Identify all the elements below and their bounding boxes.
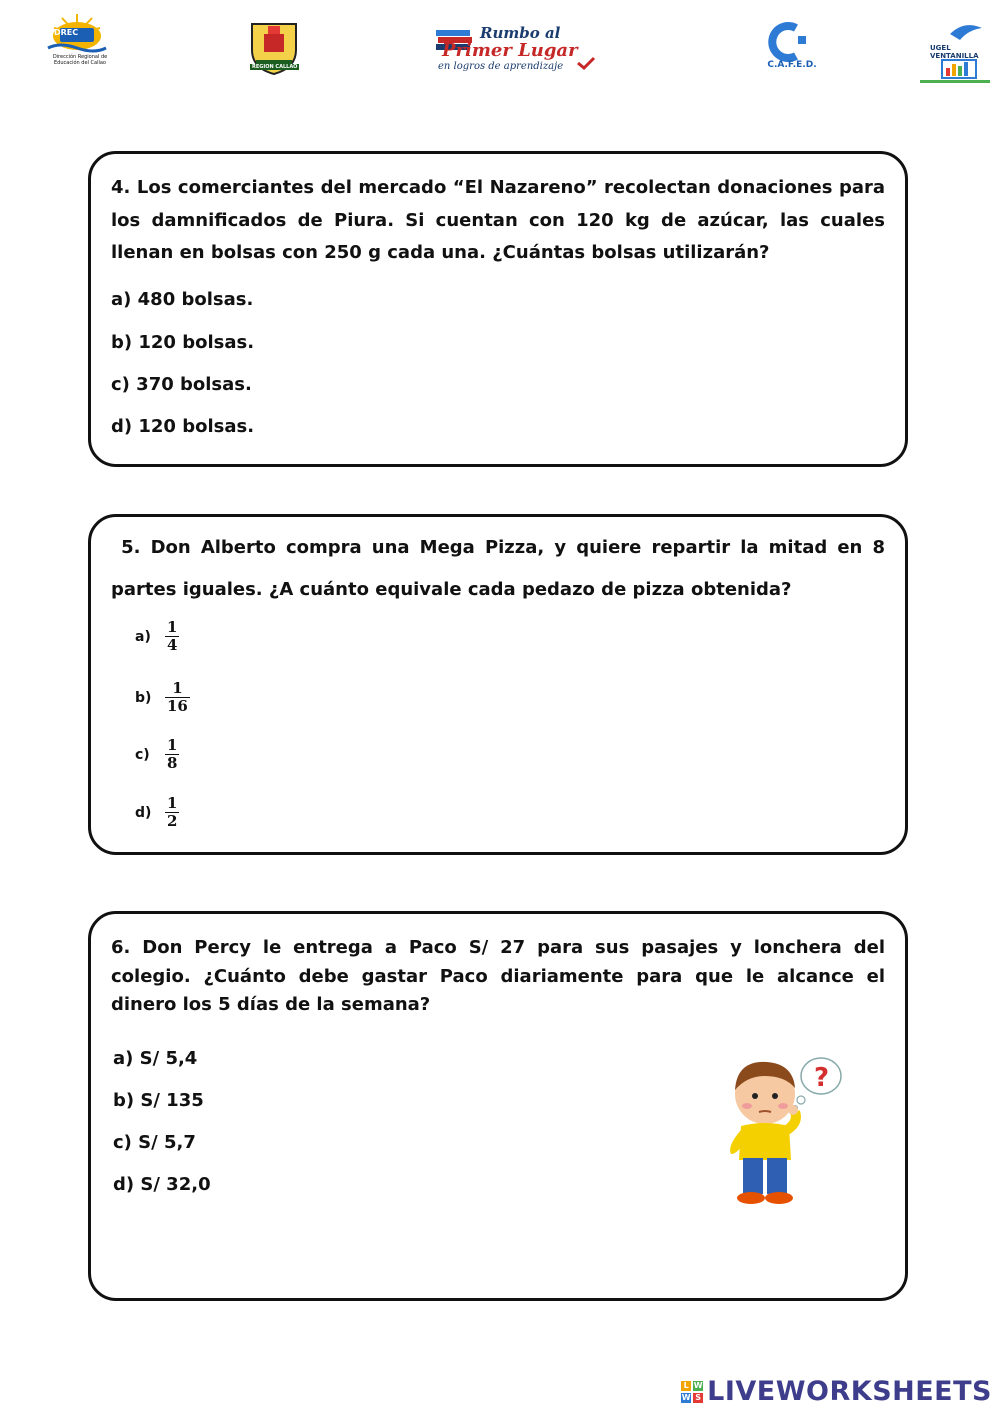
question-5-option-c[interactable]	[135, 737, 179, 772]
drec-logo-text: DREC	[54, 28, 79, 37]
check-icon	[576, 56, 596, 70]
svg-text:?: ?	[814, 1063, 830, 1093]
rumbo-line3: en logros de aprendizaje	[438, 61, 564, 72]
question-4-option-b[interactable]: b) 120 bolsas.	[111, 332, 255, 353]
question-6-option-c[interactable]: c) S/ 5,7	[113, 1132, 196, 1153]
numerator: 1	[172, 679, 183, 697]
rumbo-line2: Primer Lugar	[442, 40, 578, 61]
ugel-caption: UGEL VENTANILLA	[930, 44, 979, 60]
question-4-card	[88, 151, 908, 467]
question-4-option-d[interactable]: d) 120 bolsas.	[111, 416, 255, 437]
rumbo-logo	[434, 24, 598, 74]
drec-caption: Dirección Regional de Educación del Callao	[52, 54, 108, 66]
badge-l: L	[681, 1381, 691, 1391]
denominator: 2	[167, 812, 178, 830]
denominator: 4	[167, 636, 178, 654]
badge-w2: W	[681, 1393, 691, 1402]
question-5-card	[88, 514, 908, 855]
ugel-logo	[920, 20, 990, 84]
liveworksheets-icon	[681, 1381, 703, 1403]
fraction	[165, 795, 179, 830]
question-5-text-line1: 5. Don Alberto compra una Mega Pizza, y quiere repartir la mitad en 8	[111, 537, 885, 558]
numerator: 1	[167, 794, 178, 812]
cafed-logo	[750, 22, 834, 78]
question-5-option-d[interactable]	[135, 795, 179, 830]
question-6-option-a[interactable]: a) S/ 5,4	[113, 1048, 198, 1069]
badge-s: S	[693, 1393, 703, 1403]
option-label: b)	[135, 689, 152, 706]
question-6-text: 6. Don Percy le entrega a Paco S/ 27 para sus pasajes y lonchera del colegio. ¿Cuánto debe gastar Paco diariamente para que le alcance el dinero los 5 días de la semana?	[111, 937, 885, 1015]
numerator: 1	[167, 736, 178, 754]
fraction	[165, 680, 190, 715]
option-label: c)	[135, 746, 150, 763]
fraction	[165, 737, 179, 772]
thinking-boy-illustration	[725, 1050, 849, 1210]
liveworksheets-text: LIVEWORKSHEETS	[707, 1376, 992, 1407]
question-5-text-line2: partes iguales. ¿A cuánto equivale cada pedazo de pizza obtenida?	[111, 579, 792, 600]
fraction	[165, 619, 179, 654]
denominator: 8	[167, 754, 178, 772]
numerator: 1	[167, 618, 178, 636]
question-6-option-d[interactable]: d) S/ 32,0	[113, 1174, 211, 1195]
liveworksheets-brand[interactable]	[681, 1376, 992, 1407]
question-5-option-b[interactable]	[135, 680, 190, 715]
rumbo-line1: Rumbo al	[480, 24, 561, 42]
question-4-option-a[interactable]: a) 480 bolsas.	[111, 289, 254, 310]
region-callao-caption: REGION CALLAO	[252, 64, 298, 70]
question-4-option-c[interactable]: c) 370 bolsas.	[111, 374, 252, 395]
cafed-caption: C.A.F.E.D.	[767, 60, 817, 70]
option-label: a)	[135, 628, 151, 645]
question-4-text: 4. Los comerciantes del mercado “El Nazareno” recolectan donaciones para los damnificados de Piura. Si cuentan con 120 kg de azúcar, las cuales llenan en bolsas con 250 g cada una. ¿Cuántas bolsas utilizarán?	[111, 177, 885, 263]
question-5-option-a[interactable]	[135, 619, 179, 654]
question-6-card	[88, 911, 908, 1301]
question-6-option-b[interactable]: b) S/ 135	[113, 1090, 204, 1111]
option-label: d)	[135, 804, 152, 821]
badge-w: W	[693, 1381, 703, 1390]
denominator: 16	[167, 697, 188, 715]
